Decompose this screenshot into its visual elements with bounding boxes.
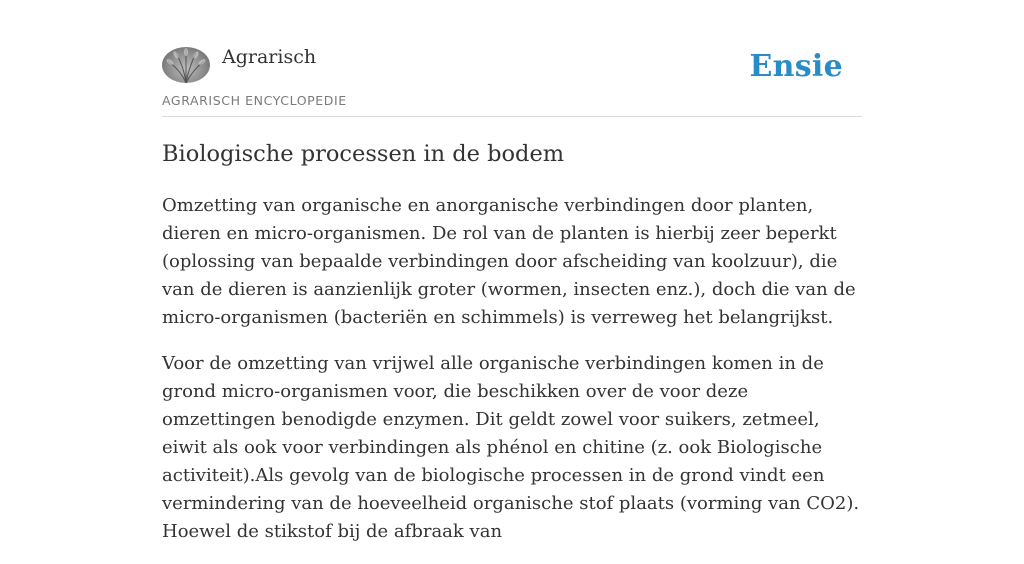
article-title: Biologische processen in de bodem: [162, 141, 565, 167]
article-paragraph: Omzetting van organische en anorganische verbindingen door planten, dieren en micro-organismen. De rol van de planten is hierbij zeer beperkt (oplossing van bepaalde verbindingen door afscheiding van koolzuur), die van de dieren is aanzienlijk groter (wormen, insecten enz.), doch die van de micro-organismen (bacteriën en schimmels) is verreweg het belangrijkst.: [162, 195, 856, 328]
site-subtitle: AGRARISCH ENCYCLOPEDIE: [162, 93, 347, 108]
site-name[interactable]: Agrarisch: [222, 46, 317, 68]
brand-logo[interactable]: Ensie: [749, 49, 843, 84]
site-header: [162, 44, 862, 117]
article: [162, 138, 862, 564]
article-paragraph: Voor de omzetting van vrijwel alle organische verbindingen komen in de grond micro-organismen voor, die beschikken over de voor deze omzettingen benodigde enzymen. Dit geldt zowel voor suikers, zetmeel, eiwit als ook voor verbindingen als phénol en chitine (z. ook Biologische activiteit).Als gevolg van de biologische processen in de grond vindt een vermindering van de hoeveelheid organische stof plaats (vorming van CO2). Hoewel de stikstof bij de afbraak van: [162, 353, 860, 542]
wheat-icon[interactable]: [162, 47, 210, 83]
